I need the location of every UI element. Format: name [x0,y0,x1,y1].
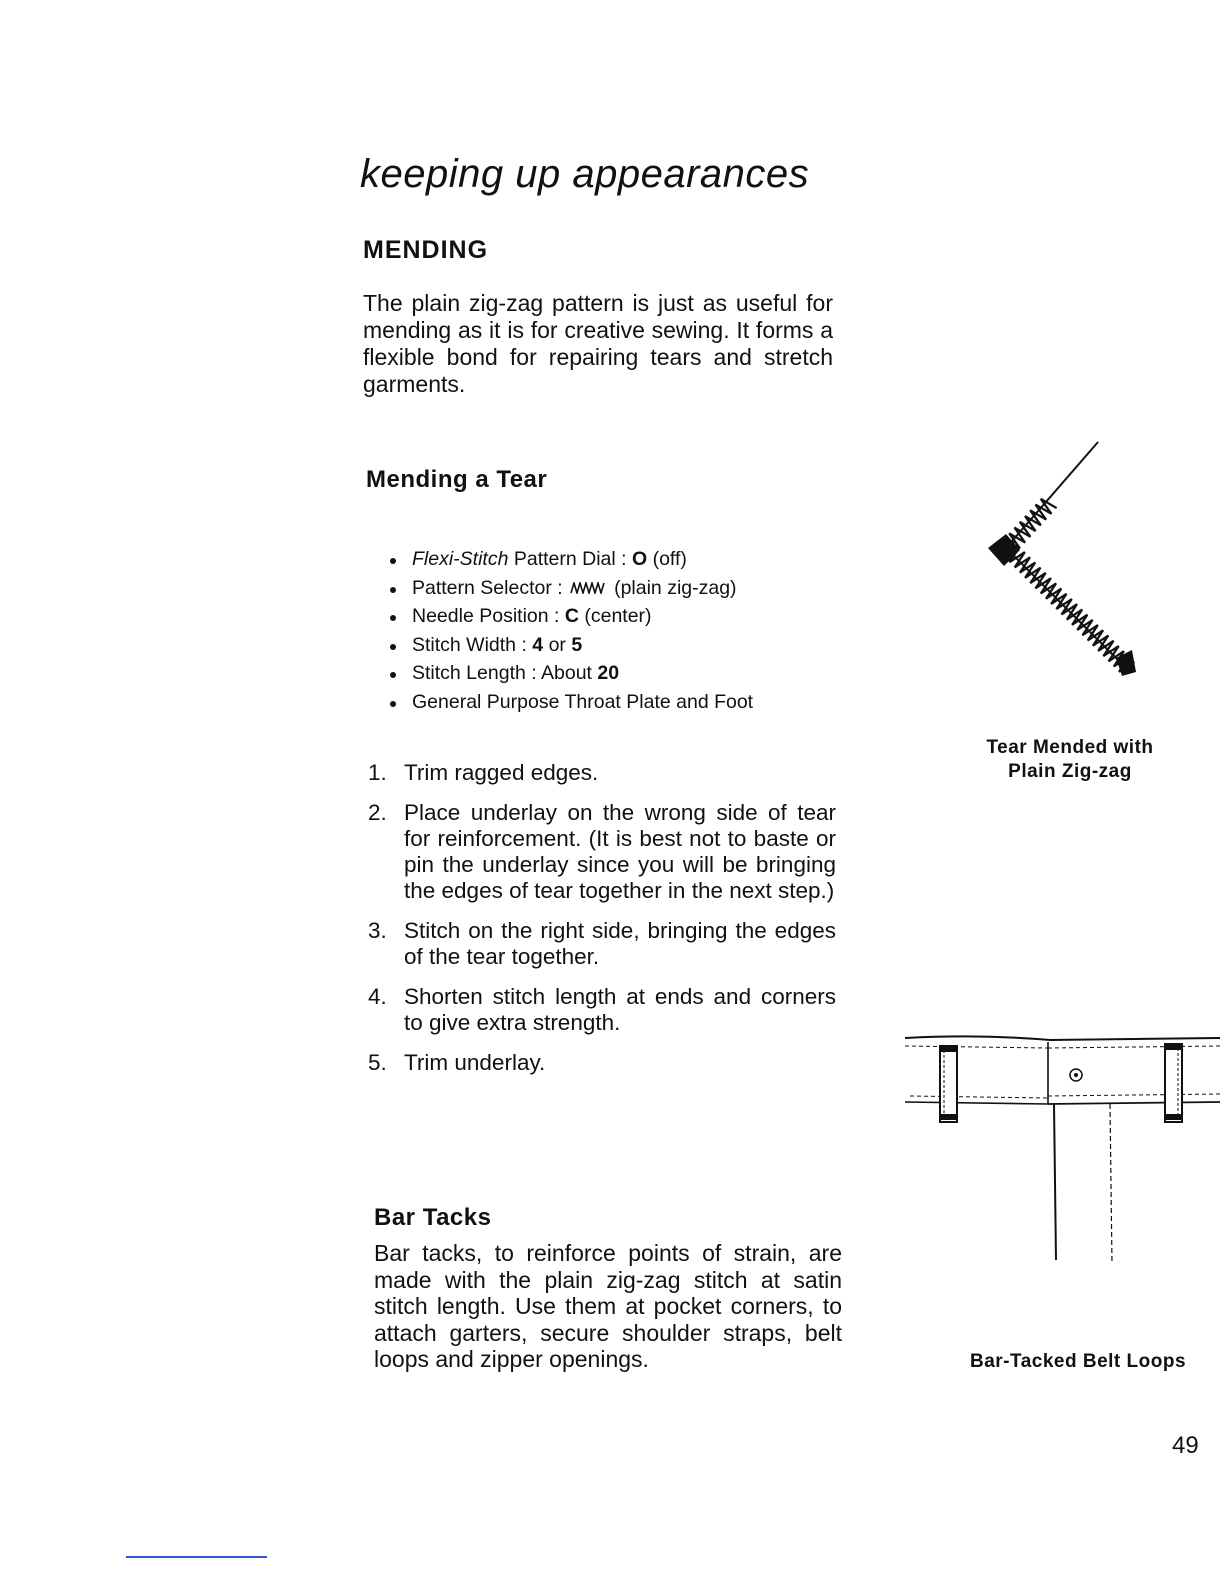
step-item: 3. Stitch on the right side, bringing the edges of the tear together. [368,918,836,969]
page-number: 49 [1172,1432,1199,1459]
mending-steps-list [366,760,836,1090]
footer-divider [126,1556,267,1558]
subheading-bar-tacks: Bar Tacks [374,1204,492,1231]
zigzag-icon [570,582,606,594]
bar-tacks-text: Bar tacks, to reinforce points of strain, are made with the plain zig-zag stitch at satin stitch length. Use them at pocket corners, to attach garters, secure shoulder straps, belt loops and zipper openings. [374,1240,842,1372]
mending-intro: The plain zig-zag pattern is just as useful for mending as it is for creative sewing. It forms a flexible bond for repairing tears and stretch garments. [363,290,833,397]
belt-loops-illustration [900,1028,1220,1273]
section-heading-mending: MENDING [363,236,489,264]
page-title: keeping up appearances [360,152,810,196]
setting-stitch-width: Stitch Width : 4 or 5 [388,631,753,660]
setting-pattern-dial: Flexi-Stitch Pattern Dial : O (off) [388,545,753,574]
step-item: 5. Trim underlay. [368,1050,546,1075]
figure-caption-tear: Tear Mended with Plain Zig-zag [986,737,1154,782]
setting-stitch-length: Stitch Length : About 20 [388,659,753,688]
subheading-mending-tear: Mending a Tear [366,466,548,493]
setting-throat-plate: General Purpose Throat Plate and Foot [388,688,753,717]
setting-needle-position: Needle Position : C (center) [388,602,753,631]
machine-settings-list [388,545,753,716]
figure-caption-belt-loops: Bar-Tacked Belt Loops [969,1351,1187,1372]
tear-mended-illustration [980,436,1150,686]
step-item: 4. Shorten stitch length at ends and corners to give extra strength. [368,984,836,1035]
setting-pattern-selector: Pattern Selector : (plain zig-zag) [388,574,753,603]
step-item: 2. Place underlay on the wrong side of tear for reinforcement. (It is best not to baste or pin the underlay since you will be bringing the edges of tear together in the next step.) [368,800,836,903]
step-item: 1. Trim ragged edges. [368,760,599,785]
